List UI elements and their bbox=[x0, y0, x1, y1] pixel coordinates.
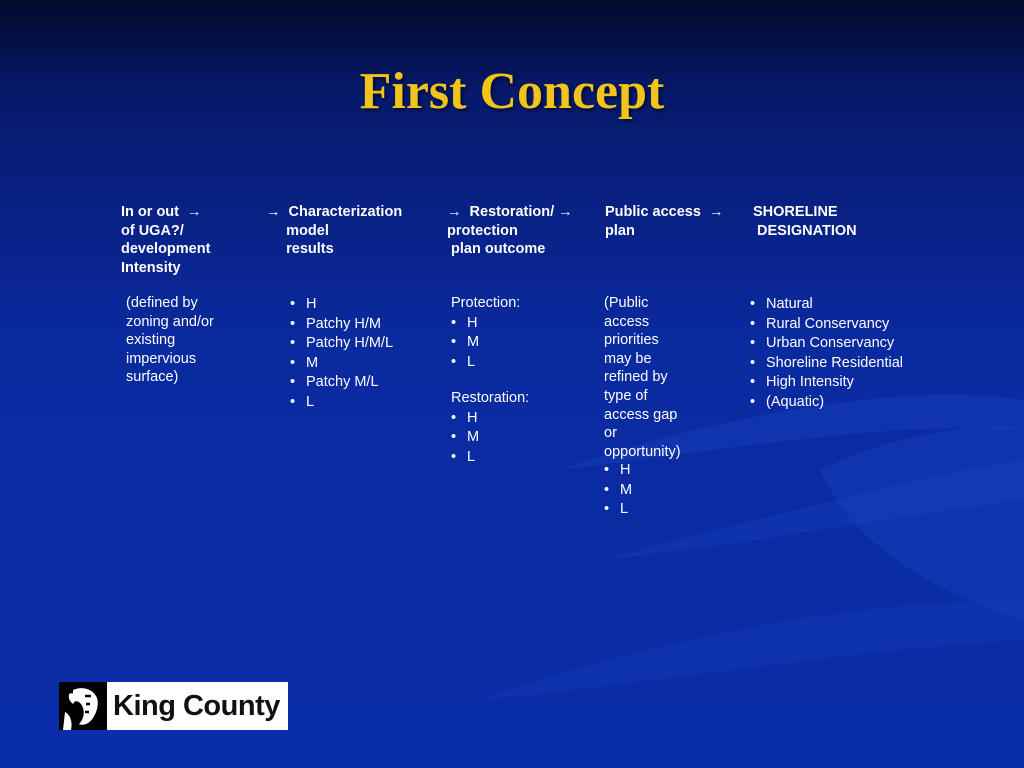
list-item: • Rural Conservancy bbox=[750, 315, 920, 335]
header-designation: SHORELINE DESIGNATION bbox=[753, 204, 857, 239]
list-item: • M bbox=[451, 333, 529, 353]
list-item: • High Intensity bbox=[750, 373, 920, 393]
list-item: • L bbox=[290, 393, 393, 413]
list-item: • H bbox=[451, 314, 529, 334]
list-item: • M bbox=[451, 428, 529, 448]
list-item: • (Aquatic) bbox=[750, 393, 920, 413]
restoration-label: Restoration: bbox=[451, 390, 530, 406]
list-item: • M bbox=[290, 354, 393, 374]
protection-label: Protection: bbox=[451, 295, 521, 311]
king-county-logo bbox=[59, 682, 288, 730]
portrait-icon bbox=[59, 682, 107, 730]
public-access-description: (Public access priorities may be refined by type of access gap or opportunity) bbox=[604, 295, 681, 460]
header-uga: In or out → of UGA?/ development Intensity bbox=[121, 204, 211, 276]
uga-description: (defined by zoning and/or existing impervious surface) bbox=[126, 295, 214, 386]
designation-list bbox=[750, 295, 920, 412]
characterization-list bbox=[290, 295, 393, 412]
restoration-column bbox=[451, 294, 529, 467]
logo-text: King County bbox=[113, 689, 280, 722]
list-item: • L bbox=[604, 500, 681, 520]
list-item: • Natural bbox=[750, 295, 920, 315]
list-item: • Shoreline Residential bbox=[750, 354, 920, 374]
header-restoration: → Restoration/ → protection plan outcome bbox=[447, 204, 573, 257]
list-item: • Urban Conservancy bbox=[750, 334, 920, 354]
list-item: • Patchy M/L bbox=[290, 373, 393, 393]
list-item: • H bbox=[290, 295, 393, 315]
header-characterization: → Characterization model results bbox=[266, 204, 403, 257]
list-item: • Patchy H/M/L bbox=[290, 334, 393, 354]
list-item: • Patchy H/M bbox=[290, 315, 393, 335]
list-item: • L bbox=[451, 448, 529, 468]
header-public-access: Public access → plan bbox=[605, 204, 724, 239]
list-item: • L bbox=[451, 353, 529, 373]
public-access-column bbox=[604, 294, 681, 520]
list-item: • M bbox=[604, 481, 681, 501]
slide-title: First Concept bbox=[359, 63, 665, 120]
list-item: • H bbox=[604, 461, 681, 481]
list-item: • H bbox=[451, 409, 529, 429]
